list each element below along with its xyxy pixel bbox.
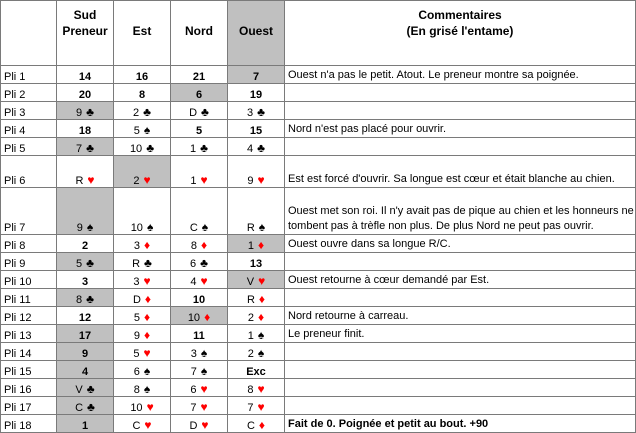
card-value: 2 xyxy=(247,348,254,360)
card-value: 6 xyxy=(190,384,197,396)
club-icon: ♣ xyxy=(144,256,152,270)
club-icon: ♣ xyxy=(201,105,209,119)
header-preneur: Preneur xyxy=(62,24,108,38)
card-ouest xyxy=(228,84,285,102)
trick-row xyxy=(1,271,636,289)
card-value: 8 xyxy=(76,294,83,306)
card-value: 6 xyxy=(190,258,197,270)
card-sud xyxy=(57,361,114,379)
spade-icon: ♠ xyxy=(200,364,208,378)
card-sud xyxy=(57,120,114,138)
trick-label: Pli 14 xyxy=(1,343,57,361)
card-value: 19 xyxy=(249,89,263,101)
heart-icon: ♥ xyxy=(201,418,209,432)
trick-label: Pli 8 xyxy=(1,235,57,253)
card-value: 10 xyxy=(192,294,206,306)
header-ouest xyxy=(228,1,285,66)
card-value: 11 xyxy=(193,330,205,342)
spade-icon: ♠ xyxy=(257,328,265,342)
trick-comment xyxy=(285,138,636,156)
card-est xyxy=(114,325,171,343)
trick-row xyxy=(1,138,636,156)
card-ouest xyxy=(228,253,285,271)
club-icon: ♣ xyxy=(200,141,208,155)
trick-row xyxy=(1,102,636,120)
card-est xyxy=(114,253,171,271)
card-nord xyxy=(171,379,228,397)
card-value: 18 xyxy=(78,125,92,137)
header-comments-title: Commentaires xyxy=(418,8,502,22)
card-value: 7 xyxy=(190,366,197,378)
card-est xyxy=(114,415,171,433)
card-value: 1 xyxy=(81,420,89,432)
card-ouest xyxy=(228,289,285,307)
card-value: R xyxy=(132,258,141,270)
card-value: 17 xyxy=(78,330,92,342)
header-comments xyxy=(285,1,636,66)
heart-icon: ♥ xyxy=(257,400,265,414)
card-value: D xyxy=(189,420,198,432)
trick-row xyxy=(1,325,636,343)
card-sud xyxy=(57,156,114,188)
card-nord xyxy=(171,289,228,307)
header-comments-subtitle: (En grisé l'entame) xyxy=(406,24,514,38)
card-value: C xyxy=(246,420,255,432)
header-row xyxy=(1,1,636,66)
card-sud xyxy=(57,325,114,343)
card-value: 9 xyxy=(133,330,140,342)
trick-comment: Nord n'est pas placé pour ouvrir. xyxy=(285,120,636,138)
card-sud xyxy=(57,289,114,307)
card-sud xyxy=(57,188,114,235)
card-value: 12 xyxy=(78,312,92,324)
card-ouest xyxy=(228,415,285,433)
club-icon: ♣ xyxy=(146,141,155,155)
heart-icon: ♥ xyxy=(87,173,95,187)
diamond-icon: ♦ xyxy=(144,310,151,324)
heart-icon: ♥ xyxy=(143,173,151,187)
card-ouest xyxy=(228,235,285,253)
card-value: 3 xyxy=(247,107,254,119)
card-value: 7 xyxy=(190,402,197,414)
trick-label: Pli 9 xyxy=(1,253,57,271)
header-pli xyxy=(1,1,57,66)
heart-icon: ♥ xyxy=(143,346,151,360)
card-nord xyxy=(171,415,228,433)
card-ouest xyxy=(228,156,285,188)
diamond-icon: ♦ xyxy=(258,310,265,324)
card-ouest xyxy=(228,379,285,397)
card-value: 5 xyxy=(133,125,140,137)
card-est xyxy=(114,379,171,397)
header-ouest-label: Ouest xyxy=(238,24,273,38)
card-sud xyxy=(57,138,114,156)
card-value: 8 xyxy=(138,89,146,101)
card-est xyxy=(114,343,171,361)
card-est xyxy=(114,307,171,325)
card-sud xyxy=(57,84,114,102)
card-ouest xyxy=(228,271,285,289)
trick-label: Pli 5 xyxy=(1,138,57,156)
card-ouest xyxy=(228,102,285,120)
diamond-icon: ♦ xyxy=(258,418,266,432)
card-value: 10 xyxy=(129,143,143,155)
heart-icon: ♥ xyxy=(143,274,151,288)
trick-comment xyxy=(285,379,636,397)
trick-label: Pli 4 xyxy=(1,120,57,138)
club-icon: ♣ xyxy=(257,141,265,155)
card-ouest xyxy=(228,325,285,343)
card-value: C xyxy=(132,420,141,432)
card-value: 9 xyxy=(247,175,254,187)
card-value: 20 xyxy=(78,89,92,101)
header-nord xyxy=(171,1,228,66)
trick-row xyxy=(1,361,636,379)
header-sud-preneur xyxy=(57,1,114,66)
spade-icon: ♠ xyxy=(143,364,151,378)
heart-icon: ♥ xyxy=(146,400,154,414)
trick-label: Pli 15 xyxy=(1,361,57,379)
card-nord xyxy=(171,397,228,415)
card-value: 1 xyxy=(190,143,197,155)
card-value: 1 xyxy=(190,175,197,187)
card-value: 6 xyxy=(195,89,203,101)
card-value: 10 xyxy=(187,312,201,324)
trick-comment xyxy=(285,343,636,361)
card-value: 8 xyxy=(190,240,197,252)
trick-row xyxy=(1,379,636,397)
card-ouest xyxy=(228,361,285,379)
card-est xyxy=(114,188,171,235)
spade-icon: ♠ xyxy=(201,220,209,234)
card-value: 10 xyxy=(130,222,143,234)
card-est xyxy=(114,289,171,307)
spade-icon: ♠ xyxy=(146,220,154,234)
trick-row xyxy=(1,289,636,307)
card-nord xyxy=(171,307,228,325)
card-value: 3 xyxy=(190,348,197,360)
club-icon: ♣ xyxy=(86,141,94,155)
spade-icon: ♠ xyxy=(143,382,151,396)
header-nord-label: Nord xyxy=(185,24,213,38)
club-icon: ♣ xyxy=(86,105,94,119)
card-value: 5 xyxy=(195,125,203,137)
card-value: 10 xyxy=(130,402,143,414)
spade-icon: ♠ xyxy=(86,220,94,234)
card-value: 8 xyxy=(133,384,140,396)
trick-row xyxy=(1,188,636,235)
card-value: 4 xyxy=(81,366,89,378)
diamond-icon: ♦ xyxy=(144,328,151,342)
card-value: 9 xyxy=(76,222,83,234)
trick-row xyxy=(1,415,636,433)
trick-comment: Fait de 0. Poignée et petit au bout. +90 xyxy=(285,415,636,433)
card-ouest xyxy=(228,343,285,361)
club-icon: ♣ xyxy=(87,400,95,414)
card-value: 7 xyxy=(252,71,260,83)
trick-comment: Ouest ouvre dans sa longue R/C. xyxy=(285,235,636,253)
card-value: V xyxy=(75,384,83,396)
trick-label: Pli 6 xyxy=(1,156,57,188)
trick-row xyxy=(1,84,636,102)
card-value: 13 xyxy=(249,258,263,270)
card-value: D xyxy=(132,294,141,306)
heart-icon: ♥ xyxy=(257,382,265,396)
card-est xyxy=(114,361,171,379)
card-value: 14 xyxy=(78,71,92,83)
card-value: V xyxy=(246,276,255,288)
card-value: 9 xyxy=(81,348,89,360)
heart-icon: ♥ xyxy=(200,400,208,414)
card-value: R xyxy=(246,294,255,306)
card-est xyxy=(114,156,171,188)
spade-icon: ♠ xyxy=(143,123,151,137)
card-sud xyxy=(57,102,114,120)
card-sud xyxy=(57,66,114,84)
trick-row xyxy=(1,66,636,84)
club-icon: ♣ xyxy=(143,105,151,119)
heart-icon: ♥ xyxy=(200,382,208,396)
card-nord xyxy=(171,235,228,253)
card-value: 2 xyxy=(247,312,254,324)
card-ouest xyxy=(228,307,285,325)
card-sud xyxy=(57,343,114,361)
card-est xyxy=(114,84,171,102)
card-value: 8 xyxy=(247,384,254,396)
trick-comment xyxy=(285,289,636,307)
card-value: 6 xyxy=(133,366,140,378)
card-value: 4 xyxy=(247,143,254,155)
card-est xyxy=(114,66,171,84)
card-value: 3 xyxy=(81,276,89,288)
card-nord xyxy=(171,156,228,188)
heart-icon: ♥ xyxy=(200,173,208,187)
card-value: 5 xyxy=(133,348,140,360)
card-est xyxy=(114,120,171,138)
heart-icon: ♥ xyxy=(144,418,152,432)
spade-icon: ♠ xyxy=(258,220,266,234)
card-value: 21 xyxy=(192,71,206,83)
diamond-icon: ♦ xyxy=(201,238,208,252)
trick-row xyxy=(1,235,636,253)
card-nord xyxy=(171,138,228,156)
trick-label: Pli 10 xyxy=(1,271,57,289)
card-value: C xyxy=(189,222,198,234)
card-value: 2 xyxy=(133,175,140,187)
card-est xyxy=(114,138,171,156)
card-ouest xyxy=(228,138,285,156)
card-sud xyxy=(57,397,114,415)
card-sud xyxy=(57,307,114,325)
card-value: 1 xyxy=(247,330,254,342)
card-nord xyxy=(171,120,228,138)
trick-comment: Est est forcé d'ouvrir. Sa longue est cœur et était blanche au chien. xyxy=(285,156,636,188)
card-nord xyxy=(171,271,228,289)
header-sud: Sud xyxy=(73,8,97,22)
card-value: 7 xyxy=(247,402,254,414)
club-icon: ♣ xyxy=(86,256,94,270)
diamond-icon: ♦ xyxy=(204,310,211,324)
trick-comment: Ouest n'a pas le petit. Atout. Le preneur montre sa poignée. xyxy=(285,66,636,84)
spade-icon: ♠ xyxy=(200,346,208,360)
club-icon: ♣ xyxy=(86,292,94,306)
card-ouest xyxy=(228,397,285,415)
trick-row xyxy=(1,253,636,271)
card-nord xyxy=(171,102,228,120)
card-value: 3 xyxy=(133,276,140,288)
trick-row xyxy=(1,343,636,361)
diamond-icon: ♦ xyxy=(258,238,265,252)
club-icon: ♣ xyxy=(86,382,95,396)
diamond-icon: ♦ xyxy=(258,292,266,306)
card-value: 2 xyxy=(81,240,89,252)
trick-label: Pli 13 xyxy=(1,325,57,343)
heart-icon: ♥ xyxy=(258,274,266,288)
card-value: 16 xyxy=(135,71,149,83)
card-value: 15 xyxy=(249,125,263,137)
card-nord xyxy=(171,343,228,361)
card-ouest xyxy=(228,188,285,235)
trick-label: Pli 18 xyxy=(1,415,57,433)
trick-label: Pli 2 xyxy=(1,84,57,102)
card-sud xyxy=(57,271,114,289)
spade-icon: ♠ xyxy=(257,346,265,360)
trick-label: Pli 12 xyxy=(1,307,57,325)
trick-comment xyxy=(285,397,636,415)
card-value: 5 xyxy=(76,258,83,270)
card-sud xyxy=(57,379,114,397)
trick-comment xyxy=(285,361,636,379)
header-est-label: Est xyxy=(132,24,152,38)
card-value: 5 xyxy=(133,312,140,324)
card-nord xyxy=(171,84,228,102)
trick-comment: Ouest met son roi. Il n'y avait pas de pique au chien et les honneurs ne tombent pas à trèfle non plus. De plus Nord ne peut pas ouvrir. xyxy=(285,188,636,235)
card-value: C xyxy=(75,402,84,414)
trick-comment: Ouest retourne à cœur demandé par Est. xyxy=(285,271,636,289)
trick-comment xyxy=(285,253,636,271)
header-est xyxy=(114,1,171,66)
club-icon: ♣ xyxy=(257,105,265,119)
trick-row xyxy=(1,307,636,325)
card-value: 4 xyxy=(190,276,197,288)
trick-label: Pli 11 xyxy=(1,289,57,307)
diamond-icon: ♦ xyxy=(144,238,151,252)
card-sud xyxy=(57,253,114,271)
trick-label: Pli 16 xyxy=(1,379,57,397)
card-value: 7 xyxy=(76,143,83,155)
card-value: 1 xyxy=(247,240,254,252)
card-ouest xyxy=(228,120,285,138)
card-est xyxy=(114,235,171,253)
trick-comment xyxy=(285,102,636,120)
card-nord xyxy=(171,188,228,235)
trick-comment: Le preneur finit. xyxy=(285,325,636,343)
card-est xyxy=(114,271,171,289)
card-value: D xyxy=(189,107,198,119)
trick-label: Pli 3 xyxy=(1,102,57,120)
card-value: R xyxy=(246,222,255,234)
heart-icon: ♥ xyxy=(200,274,208,288)
card-nord xyxy=(171,325,228,343)
trick-comment: Nord retourne à carreau. xyxy=(285,307,636,325)
card-ouest xyxy=(228,66,285,84)
club-icon: ♣ xyxy=(200,256,208,270)
card-sud xyxy=(57,415,114,433)
card-value: 3 xyxy=(133,240,140,252)
trick-comment xyxy=(285,84,636,102)
card-nord xyxy=(171,66,228,84)
card-value: 2 xyxy=(133,107,140,119)
trick-row xyxy=(1,156,636,188)
card-value: Exc xyxy=(246,366,266,378)
trick-row xyxy=(1,120,636,138)
card-nord xyxy=(171,361,228,379)
card-est xyxy=(114,397,171,415)
card-nord xyxy=(171,253,228,271)
trick-label: Pli 17 xyxy=(1,397,57,415)
diamond-icon: ♦ xyxy=(144,292,152,306)
card-sud xyxy=(57,235,114,253)
heart-icon: ♥ xyxy=(257,173,265,187)
card-value: R xyxy=(75,175,84,187)
trick-row xyxy=(1,397,636,415)
card-est xyxy=(114,102,171,120)
trick-label: Pli 1 xyxy=(1,66,57,84)
card-value: 9 xyxy=(76,107,83,119)
trick-label: Pli 7 xyxy=(1,188,57,235)
